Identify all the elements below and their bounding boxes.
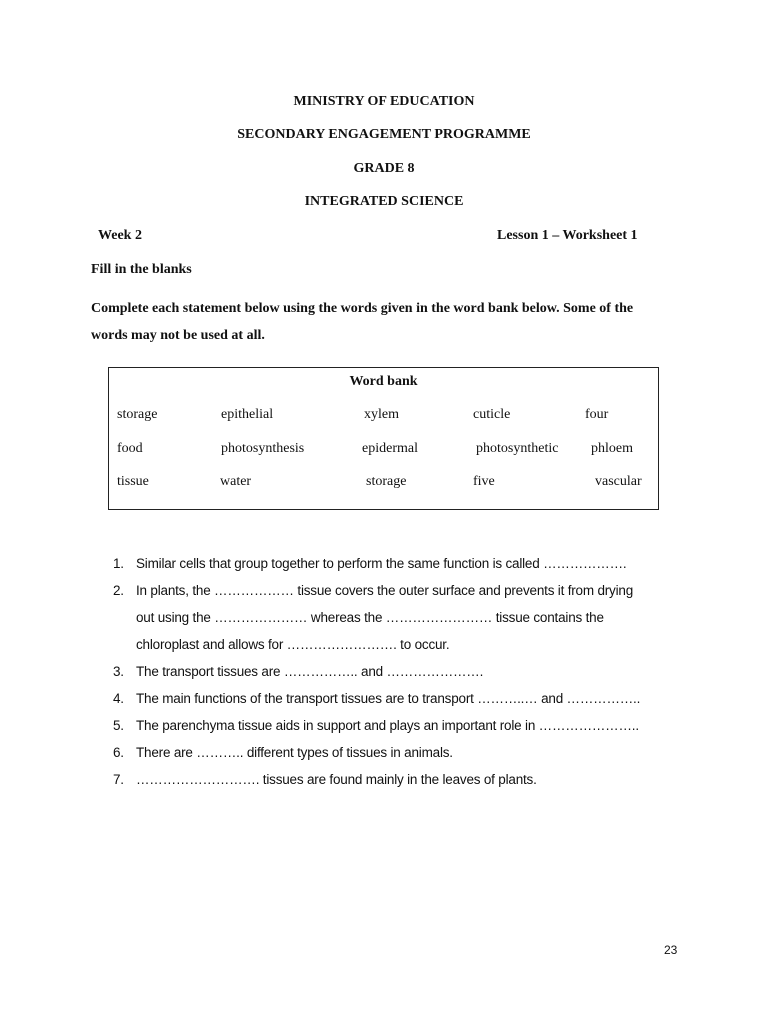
word-bank-word: storage bbox=[117, 407, 158, 422]
word-bank-word: photosynthetic bbox=[476, 441, 559, 456]
programme-heading: SECONDARY ENGAGEMENT PROGRAMME bbox=[237, 127, 531, 142]
question-item bbox=[108, 766, 708, 793]
ministry-heading: MINISTRY OF EDUCATION bbox=[293, 94, 475, 109]
question-line: There are ……….. different types of tissues in animals. bbox=[136, 745, 453, 760]
question-number: 1. bbox=[113, 556, 124, 571]
question-number: 4. bbox=[113, 691, 124, 706]
word-bank-word: storage bbox=[366, 474, 407, 489]
question-item bbox=[108, 712, 708, 739]
grade-heading: GRADE 8 bbox=[353, 161, 415, 176]
word-bank-word: epithelial bbox=[221, 407, 274, 422]
question-item bbox=[108, 658, 708, 685]
instruction-heading: Fill in the blanks bbox=[91, 262, 192, 277]
word-bank-word: photosynthesis bbox=[221, 441, 305, 456]
word-bank-word: five bbox=[473, 474, 495, 489]
page-number: 23 bbox=[664, 943, 678, 957]
question-line: ………………………. tissues are found mainly in the leaves of plants. bbox=[136, 772, 537, 787]
lesson-label: Lesson 1 – Worksheet 1 bbox=[497, 228, 638, 243]
subject-heading: INTEGRATED SCIENCE bbox=[304, 194, 464, 209]
question-list bbox=[108, 550, 708, 793]
question-item bbox=[108, 685, 708, 712]
word-bank-word: vascular bbox=[595, 474, 642, 489]
word-bank-word: epidermal bbox=[362, 441, 418, 456]
question-number: 2. bbox=[113, 583, 124, 598]
question-number: 7. bbox=[113, 772, 124, 787]
word-bank-word: food bbox=[117, 441, 143, 456]
question-line: The transport tissues are …………….. and …………………. bbox=[136, 664, 484, 679]
instruction-line-1: Complete each statement below using the words given in the word bank below. Some of the bbox=[91, 301, 634, 316]
question-line: The parenchyma tissue aids in support and plays an important role in ………………….. bbox=[136, 718, 639, 733]
word-bank-word: phloem bbox=[591, 441, 633, 456]
word-bank-word: tissue bbox=[117, 474, 149, 489]
question-line: out using the ………………… whereas the …………………… tissue contains the bbox=[136, 610, 604, 625]
question-number: 5. bbox=[113, 718, 124, 733]
word-bank-word: four bbox=[585, 407, 609, 422]
word-bank-word: cuticle bbox=[473, 407, 511, 422]
word-bank-box bbox=[108, 367, 659, 510]
question-number: 3. bbox=[113, 664, 124, 679]
question-line: The main functions of the transport tissues are to transport ………..… and …………….. bbox=[136, 691, 641, 706]
question-line: In plants, the ……………… tissue covers the outer surface and prevents it from drying bbox=[136, 583, 634, 598]
instruction-line-2: words may not be used at all. bbox=[91, 328, 265, 343]
question-number: 6. bbox=[113, 745, 124, 760]
question-item bbox=[108, 577, 708, 658]
word-bank-word: xylem bbox=[364, 407, 399, 422]
word-bank-word: water bbox=[220, 474, 252, 489]
week-label: Week 2 bbox=[98, 228, 142, 243]
question-item bbox=[108, 739, 708, 766]
word-bank-title: Word bank bbox=[349, 374, 418, 389]
question-item bbox=[108, 550, 708, 577]
question-line: Similar cells that group together to perform the same function is called ………………. bbox=[136, 556, 627, 571]
question-line: chloroplast and allows for ……………………. to occur. bbox=[136, 637, 450, 652]
